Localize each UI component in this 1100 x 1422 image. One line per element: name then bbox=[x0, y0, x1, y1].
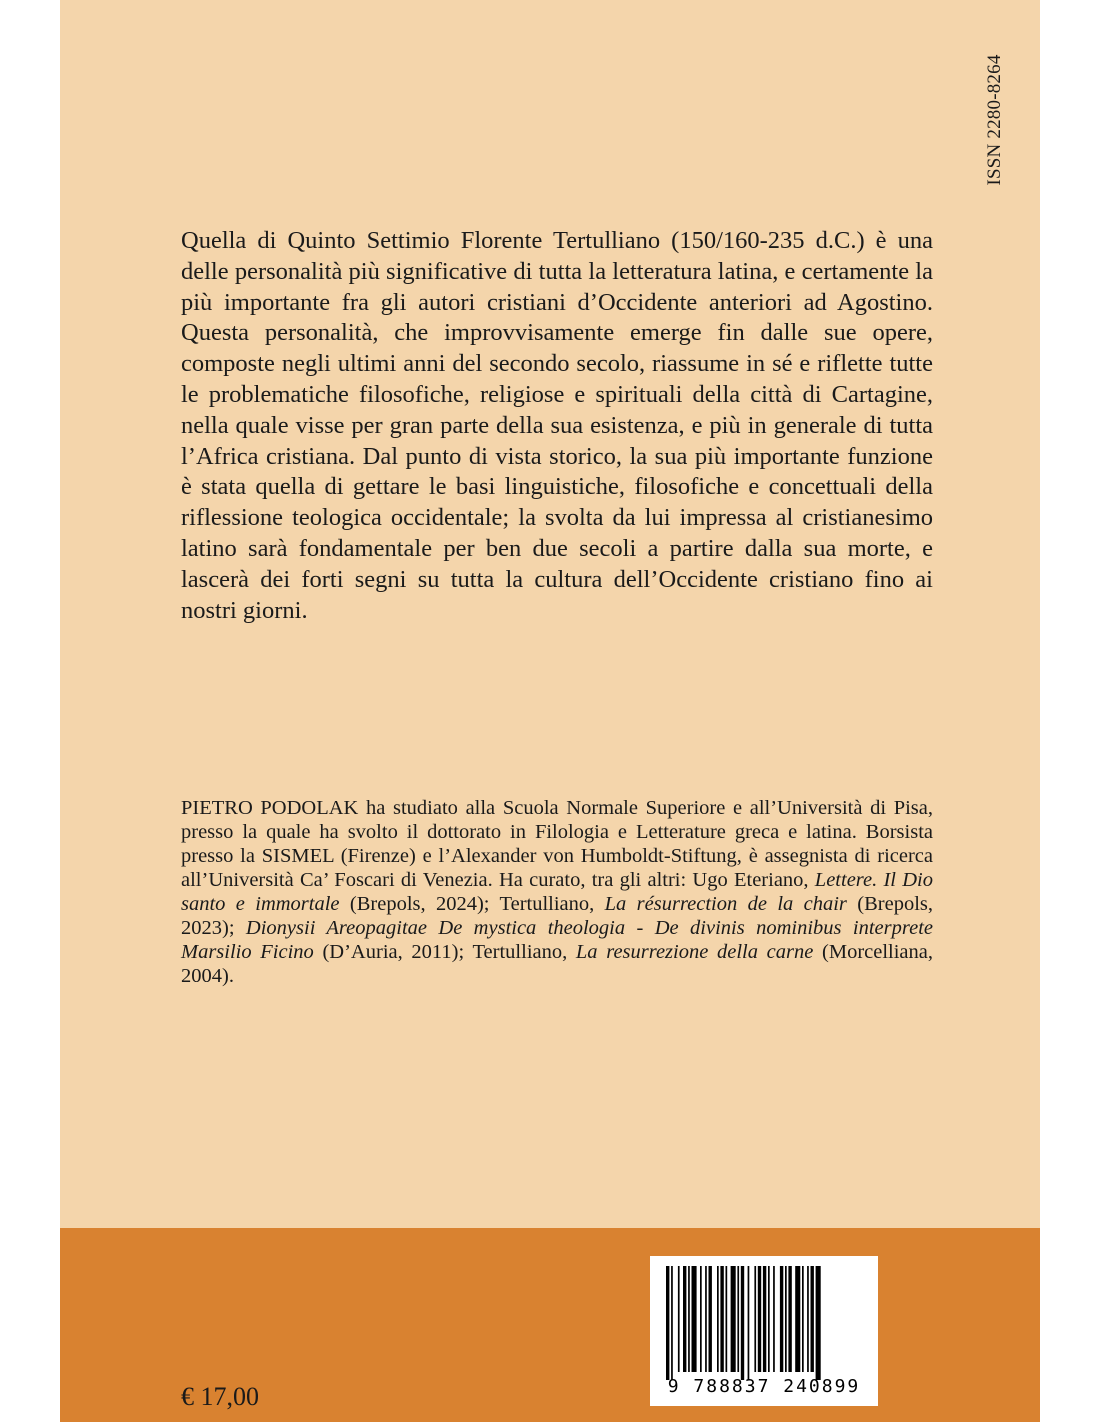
footer-band bbox=[60, 1228, 1040, 1422]
barcode-bar bbox=[763, 1266, 766, 1372]
barcode-bar bbox=[731, 1266, 736, 1372]
bio-work-title: Lettere. Il Dio santo e immortale bbox=[181, 869, 933, 915]
bio-work-publisher: (Brepols, 2023); bbox=[181, 893, 933, 939]
barcode-bar bbox=[741, 1266, 744, 1380]
book-blurb: Quella di Quinto Settimio Florente Tertulliano (150/160-235 d.C.) è una delle personalità più significative di tutta la letteratura latina, e certamente la più importante fra gli autori cristiani d’Occidente anteriori ad Agostino. Questa personalità, che improvvisamente emerge fin dalle sue opere, composte negli ultimi anni del secondo secolo, riassume in sé e riflette tutte le problematiche filosofiche, religiose e spirituali della città di Cartagine, nella quale visse per gran parte della sua esistenza, e più in generale di tutta l’Africa cristiana. Dal punto di vista storico, la sua più importante funzione è stata quella di gettare le basi linguistiche, filosofiche e concettuali della riflessione teologica occidentale; la svolta da lui impressa al cristianesimo latino sarà fondamentale per ben due secoli a partire dalla sua morte, e lascerà dei forti segni su tutta la cultura dell’Occidente cristiano fino ai nostri giorni. bbox=[181, 227, 933, 624]
barcode-bar bbox=[816, 1266, 821, 1380]
barcode-bar bbox=[720, 1266, 723, 1372]
barcode-bar bbox=[758, 1266, 761, 1372]
barcode-bar bbox=[802, 1266, 804, 1372]
bio-work-title: Dionysii Areopagitae De mystica theologia - De divinis nominibus interprete Marsilio Ficino bbox=[181, 917, 933, 963]
back-cover bbox=[60, 0, 1040, 1422]
barcode-bar bbox=[709, 1266, 712, 1372]
barcode-bar bbox=[788, 1266, 791, 1372]
barcode-bar bbox=[726, 1266, 728, 1372]
barcode-bar bbox=[717, 1266, 719, 1372]
bio-work-publisher: (Morcelliana, 2004). bbox=[181, 941, 933, 987]
barcode-bar bbox=[748, 1266, 750, 1380]
barcode bbox=[650, 1256, 878, 1406]
barcode-bar bbox=[692, 1266, 697, 1372]
barcode-bar bbox=[737, 1266, 739, 1372]
bio-intro: PIETRO PODOLAK ha studiato alla Scuola Normale Superiore e all’Università di Pisa, presso la quale ha svolto il dottorato in Filologia e Letterature greca e latina. Borsista presso la SISMEL (Firenze) e l’Alexander von Humboldt-Stiftung, è assegnista di ricerca all’Università Ca’ Foscari di Venezia. Ha curato, tra gli altri: Ugo Eteriano, bbox=[181, 797, 933, 891]
barcode-bar bbox=[671, 1266, 673, 1380]
barcode-bar bbox=[807, 1266, 809, 1372]
barcode-bar bbox=[666, 1266, 669, 1380]
barcode-bar bbox=[780, 1266, 783, 1372]
bio-work-title: La resurrezione della carne bbox=[575, 941, 814, 963]
barcode-bar bbox=[688, 1266, 690, 1372]
barcode-bar bbox=[795, 1266, 800, 1372]
price-label: € 17,00 bbox=[181, 1382, 259, 1411]
barcode-bar bbox=[683, 1266, 686, 1372]
barcode-bar bbox=[811, 1266, 814, 1372]
issn-text: ISSN 2280-8264 bbox=[984, 54, 1005, 186]
barcode-digits: 9 788837 240899 bbox=[667, 1376, 861, 1397]
bio-work-publisher: (Brepols, 2024); Tertulliano, bbox=[339, 893, 605, 915]
barcode-bar bbox=[754, 1266, 756, 1372]
bio-work-title: La résurrection de la chair bbox=[604, 893, 847, 915]
barcode-bar bbox=[705, 1266, 707, 1372]
barcode-bar bbox=[773, 1266, 775, 1372]
bio-work-publisher: (D’Auria, 2011); Tertulliano, bbox=[313, 941, 576, 963]
author-bio bbox=[181, 796, 933, 988]
barcode-bar bbox=[678, 1266, 680, 1372]
issn-label bbox=[970, 40, 1020, 200]
barcode-bar bbox=[785, 1266, 787, 1372]
barcode-bar bbox=[768, 1266, 770, 1372]
barcode-bar bbox=[700, 1266, 702, 1372]
